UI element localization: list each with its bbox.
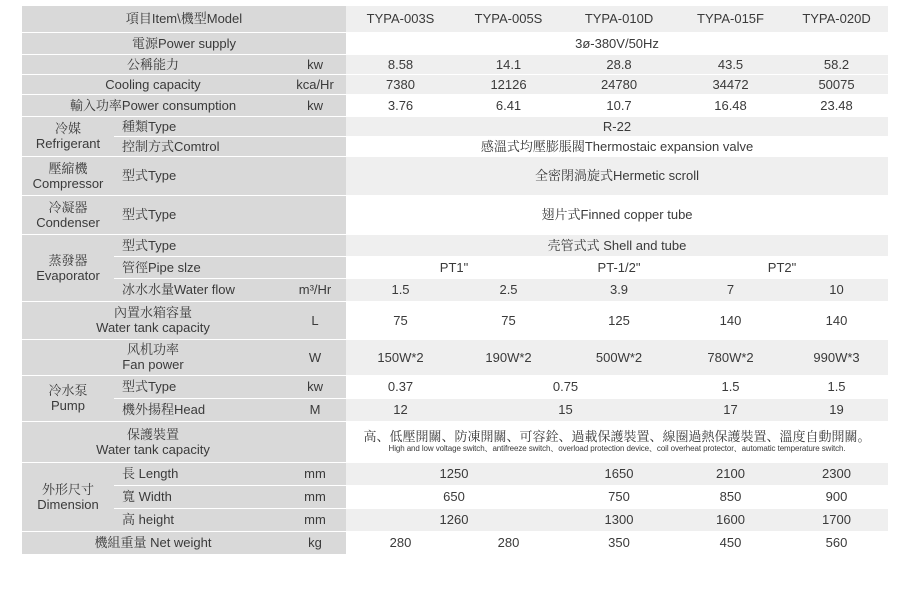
compressor-row	[22, 156, 888, 195]
power-consumption-unit: kw	[284, 94, 346, 116]
cooling-kw-value: 58.2	[785, 54, 888, 74]
dimension-length-value: 1650	[562, 462, 676, 485]
model-header: TYPA-010D	[562, 6, 676, 32]
empty-unit-cell	[284, 156, 346, 195]
empty-unit-cell	[284, 234, 346, 256]
dimension-height-value: 1260	[346, 508, 562, 531]
refrigerant-group-label: 冷媒 Refrigerant	[22, 116, 114, 156]
spec-table	[22, 6, 888, 555]
fan-power-value: 150W*2	[346, 339, 455, 375]
cooling-capacity-kcal-row	[22, 74, 888, 94]
evaporator-type-row	[22, 234, 888, 256]
pump-group-label: 冷水泵 Pump	[22, 375, 114, 421]
fan-power-label: 风机功率 Fan power	[22, 339, 284, 375]
fan-power-value: 190W*2	[455, 339, 562, 375]
power-consumption-value: 6.41	[455, 94, 562, 116]
cooling-capacity-label-en: Cooling capacity	[22, 74, 284, 94]
dimension-length-value: 2300	[785, 462, 888, 485]
cooling-capacity-label-zh: 公稱能力	[22, 54, 284, 74]
evaporator-flow-label: 冰水水量Water flow	[114, 278, 284, 301]
model-header: TYPA-003S	[346, 6, 455, 32]
cooling-kcal-value: 12126	[455, 74, 562, 94]
cooling-kcal-value: 24780	[562, 74, 676, 94]
compressor-group-label: 壓縮機 Compressor	[22, 156, 114, 195]
dimension-length-row	[22, 462, 888, 485]
dimension-length-value: 1250	[346, 462, 562, 485]
empty-unit-cell	[284, 195, 346, 234]
net-weight-value: 560	[785, 531, 888, 554]
cooling-kw-value: 8.58	[346, 54, 455, 74]
power-consumption-label: 輸入功率Power consumption	[22, 94, 284, 116]
pump-head-row	[22, 398, 888, 421]
refrigerant-type-label: 種類Type	[114, 116, 284, 136]
dimension-height-value: 1700	[785, 508, 888, 531]
power-consumption-value: 3.76	[346, 94, 455, 116]
pump-type-row	[22, 375, 888, 398]
empty-unit-cell	[284, 421, 346, 462]
evaporator-flow-row	[22, 278, 888, 301]
dimension-width-label: 寬 Width	[114, 485, 284, 508]
evaporator-pipe-row	[22, 256, 888, 278]
pump-head-value: 17	[676, 398, 785, 421]
evaporator-type-label: 型式Type	[114, 234, 284, 256]
cooling-kcal-value: 50075	[785, 74, 888, 94]
water-tank-value: 140	[676, 301, 785, 339]
dimension-unit: mm	[284, 485, 346, 508]
cooling-kw-value: 43.5	[676, 54, 785, 74]
fan-power-row	[22, 339, 888, 375]
dimension-width-value: 650	[346, 485, 562, 508]
dimension-width-value: 750	[562, 485, 676, 508]
power-supply-label: 電源Power supply	[22, 32, 346, 54]
model-header: TYPA-020D	[785, 6, 888, 32]
condenser-type-value: 翅片式Finned copper tube	[346, 195, 888, 234]
pump-head-value: 19	[785, 398, 888, 421]
spec-table-container	[22, 6, 888, 555]
protection-row	[22, 421, 888, 462]
power-supply-value: 3ø-380V/50Hz	[346, 32, 888, 54]
dimension-length-label: 長 Length	[114, 462, 284, 485]
evaporator-pipe-value: PT1"	[346, 256, 562, 278]
dimension-length-value: 2100	[676, 462, 785, 485]
dimension-width-value: 900	[785, 485, 888, 508]
dimension-height-label: 高 height	[114, 508, 284, 531]
evaporator-group-label: 蒸發器 Evaporator	[22, 234, 114, 301]
model-header: TYPA-015F	[676, 6, 785, 32]
net-weight-value: 450	[676, 531, 785, 554]
model-header: TYPA-005S	[455, 6, 562, 32]
net-weight-value: 280	[346, 531, 455, 554]
evaporator-flow-unit: m³/Hr	[284, 278, 346, 301]
refrigerant-control-label: 控制方式Comtrol	[114, 136, 284, 156]
protection-value: 高、低壓開關、防凍開關、可容銓、過載保護裝置、線圈過熱保護裝置、溫度自動開關。 High and low voltage switch、antifreeze switch、overload protection device、coil overheat protector、automatic temperature switch.	[346, 421, 888, 462]
dimension-group-label: 外形尺寸 Dimension	[22, 462, 114, 531]
protection-label: 保護裝置 Water tank capacity	[22, 421, 284, 462]
empty-unit-cell	[284, 116, 346, 136]
cooling-kw-value: 14.1	[455, 54, 562, 74]
dimension-height-row	[22, 508, 888, 531]
cooling-kcal-value: 34472	[676, 74, 785, 94]
power-consumption-value: 16.48	[676, 94, 785, 116]
evaporator-pipe-value: PT-1/2"	[562, 256, 676, 278]
evaporator-flow-value: 2.5	[455, 278, 562, 301]
net-weight-value: 280	[455, 531, 562, 554]
cooling-kw-value: 28.8	[562, 54, 676, 74]
power-supply-row	[22, 32, 888, 54]
refrigerant-control-value: 感溫式均壓膨脹閥Thermostaic expansion valve	[346, 136, 888, 156]
fan-power-value: 500W*2	[562, 339, 676, 375]
dimension-width-row	[22, 485, 888, 508]
evaporator-pipe-label: 管徑Pipe slze	[114, 256, 284, 278]
water-tank-value: 75	[346, 301, 455, 339]
refrigerant-control-row	[22, 136, 888, 156]
pump-type-label: 型式Type	[114, 375, 284, 398]
evaporator-type-value: 壳管式式 Shell and tube	[346, 234, 888, 256]
fan-power-unit: W	[284, 339, 346, 375]
pump-head-label: 機外揚程Head	[114, 398, 284, 421]
pump-head-unit: M	[284, 398, 346, 421]
pump-type-value: 1.5	[676, 375, 785, 398]
fan-power-value: 780W*2	[676, 339, 785, 375]
water-tank-value: 140	[785, 301, 888, 339]
cooling-capacity-row	[22, 54, 888, 74]
water-tank-row	[22, 301, 888, 339]
power-consumption-value: 23.48	[785, 94, 888, 116]
pump-head-value: 15	[455, 398, 676, 421]
evaporator-pipe-value: PT2"	[676, 256, 888, 278]
net-weight-value: 350	[562, 531, 676, 554]
pump-type-value: 1.5	[785, 375, 888, 398]
dimension-unit: mm	[284, 508, 346, 531]
net-weight-label: 機組重量 Net weight	[22, 531, 284, 554]
water-tank-value: 75	[455, 301, 562, 339]
evaporator-flow-value: 1.5	[346, 278, 455, 301]
empty-unit-cell	[284, 136, 346, 156]
pump-type-value: 0.37	[346, 375, 455, 398]
power-consumption-value: 10.7	[562, 94, 676, 116]
net-weight-row	[22, 531, 888, 554]
compressor-type-label: 型式Type	[114, 156, 284, 195]
dimension-unit: mm	[284, 462, 346, 485]
header-row	[22, 6, 888, 32]
cooling-capacity-unit-kcal: kca/Hr	[284, 74, 346, 94]
pump-type-unit: kw	[284, 375, 346, 398]
fan-power-value: 990W*3	[785, 339, 888, 375]
refrigerant-type-value: R-22	[346, 116, 888, 136]
cooling-kcal-value: 7380	[346, 74, 455, 94]
dimension-height-value: 1600	[676, 508, 785, 531]
net-weight-unit: kg	[284, 531, 346, 554]
condenser-group-label: 冷凝器 Condenser	[22, 195, 114, 234]
dimension-width-value: 850	[676, 485, 785, 508]
water-tank-unit: L	[284, 301, 346, 339]
evaporator-flow-value: 10	[785, 278, 888, 301]
compressor-type-value: 全密閉渦旋式Hermetic scroll	[346, 156, 888, 195]
condenser-row	[22, 195, 888, 234]
dimension-height-value: 1300	[562, 508, 676, 531]
refrigerant-type-row	[22, 116, 888, 136]
condenser-type-label: 型式Type	[114, 195, 284, 234]
power-consumption-row	[22, 94, 888, 116]
water-tank-label: 內置水箱容量 Water tank capacity	[22, 301, 284, 339]
cooling-capacity-unit-kw: kw	[284, 54, 346, 74]
item-model-header: 項目Item\機型Model	[22, 6, 346, 32]
pump-type-value: 0.75	[455, 375, 676, 398]
pump-head-value: 12	[346, 398, 455, 421]
empty-unit-cell	[284, 256, 346, 278]
evaporator-flow-value: 7	[676, 278, 785, 301]
evaporator-flow-value: 3.9	[562, 278, 676, 301]
water-tank-value: 125	[562, 301, 676, 339]
